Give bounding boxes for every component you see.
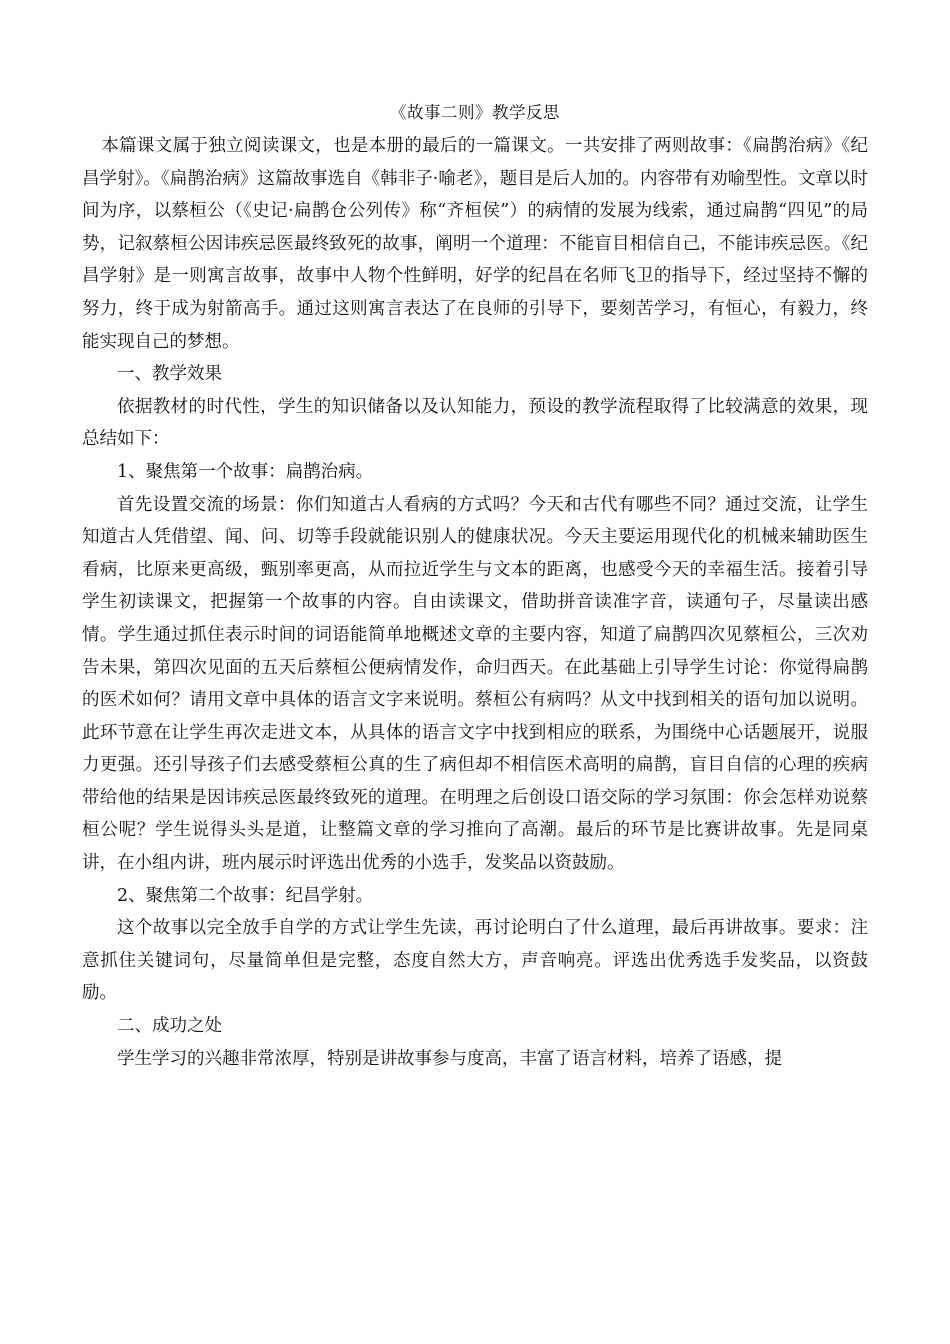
document-title: 《故事二则》教学反思 — [390, 103, 560, 122]
section-heading-teaching-effect: 一、教学效果 — [117, 364, 222, 385]
subsection-paragraph-story-two: 这个故事以完全放手自学的方式让学生先读，再讨论明白了什么道理，最后再讲故事。要求：注意抓住关键词句，尽量简单但是完整，态度自然大方，声音响亮。评选出优秀选手发奖品，以资鼓励。 — [82, 918, 868, 1004]
intro-paragraph: 本篇课文属于独立阅读课文，也是本册的最后的一篇课文。一共安排了两则故事：《扁鹊治病》《纪昌学射》。《扁鹊治病》这篇故事选自《韩非子·喻老》，题目是后人加的。内容带有劝喻型性。文章以时间为序，以蔡桓公（《史记·扁鹊仓公列传》称“齐桓侯”）的病情的发展为线索，通过扁鹊“四见”的局势，记叙蔡桓公因讳疾忌医最终致死的故事，阐明一个道理：不能盲目相信自己，不能讳疾忌医。《纪昌学射》是一则寓言故事，故事中人物个性鲜明，好学的纪昌在名师飞卫的指导下，经过坚持不懈的努力，终于成为射箭高手。通过这则寓言表达了在良师的引导下，要刻苦学习，有恒心，有毅力，终能实现自己的梦想。 — [82, 136, 868, 352]
subsection-heading-story-two: 2、聚焦第二个故事：纪昌学射。 — [117, 885, 374, 906]
document-page — [82, 100, 868, 1075]
section-paragraph-successes: 学生学习的兴趣非常浓厚，特别是讲故事参与度高，丰富了语言材料，培养了语感，提 — [117, 1048, 782, 1069]
subsection-heading-story-one: 1、聚焦第一个故事：扁鹊治病。 — [117, 461, 374, 482]
section-paragraph-teaching-effect: 依据教材的时代性，学生的知识储备以及认知能力，预设的教学流程取得了比较满意的效果，现总结如下： — [82, 396, 868, 450]
section-heading-successes: 二、成功之处 — [117, 1016, 222, 1037]
subsection-paragraph-story-one: 首先设置交流的场景：你们知道古人看病的方式吗？今天和古代有哪些不同？通过交流，让学生知道古人凭借望、闻、问、切等手段就能识别人的健康状况。今天主要运用现代化的机械来辅助医生看病，比原来更高级，甄别率更高，从而拉近学生与文本的距离，也感受今天的幸福生活。接着引导学生初读课文，把握第一个故事的内容。自由读课文，借助拼音读准字音，读通句子，尽量读出感情。学生通过抓住表示时间的词语能简单地概述文章的主要内容，知道了扁鹊四次见蔡桓公，三次劝告未果，第四次见面的五天后蔡桓公便病情发作，命归西天。在此基础上引导学生讨论：你觉得扁鹊的医术如何？请用文章中具体的语言文字来说明。蔡桓公有病吗？从文中找到相关的语句加以说明。此环节意在让学生再次走进文本，从具体的语言文字中找到相应的联系，为围绕中心话题展开，说服力更强。还引导孩子们去感受蔡桓公真的生了病但却不相信医术高明的扁鹊，盲目自信的心理的疾病带给他的结果是因讳疾忌医最终致死的道理。在明理之后创设口语交际的学习氛围：你会怎样劝说蔡桓公呢？学生说得头头是道，让整篇文章的学习推向了高潮。最后的环节是比赛讲故事。先是同桌讲，在小组内讲，班内展示时评选出优秀的小选手，发奖品以资鼓励。 — [82, 494, 868, 874]
